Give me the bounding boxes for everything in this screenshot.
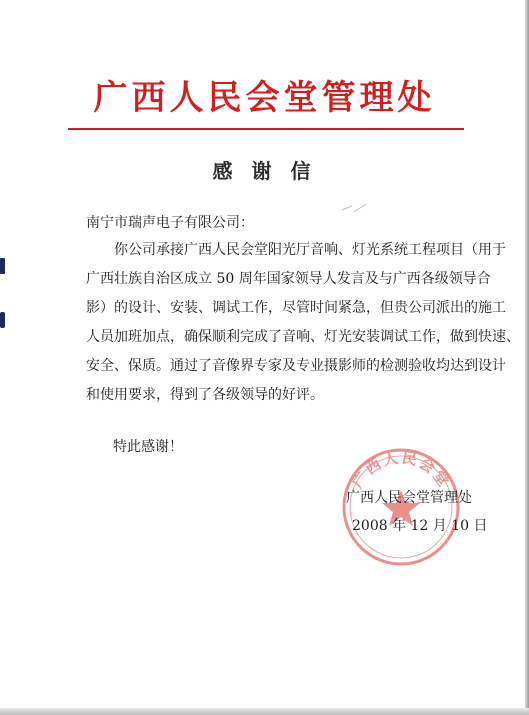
- letter-body: [86, 236, 520, 410]
- body-line: 和使用要求，得到了各级领导的好评。: [86, 387, 324, 403]
- body-line: 安全、保质。通过了音像界专家及专业摄影师的检测验收均达到设计: [86, 358, 506, 374]
- letter-title: 感 谢 信: [212, 159, 317, 183]
- body-line: 人员加班加点，确保顺利完成了音响、灯光安装调试工作，做到快速、: [86, 329, 520, 345]
- body-line: 广西壮族自治区成立 50 周年国家领导人发言及与广西各级领导合: [86, 271, 491, 287]
- signature-org: 广西人民会堂管理处: [346, 490, 472, 506]
- seal-text: 广西人民会堂: [348, 448, 454, 492]
- body-line: 影）的设计、安装、调试工作，尽管时间紧急，但贵公司派出的施工: [86, 300, 506, 316]
- body-line: 你公司承接广西人民会堂阳光厅音响、灯光系统工程项目（用于: [114, 242, 506, 258]
- organization-header: 广西人民会堂管理处: [93, 78, 436, 118]
- closing-remark: 特此感谢！: [113, 439, 183, 455]
- scan-smudge: [0, 258, 5, 274]
- pen-mark: [340, 200, 370, 216]
- scan-smudge: [0, 312, 5, 328]
- header-divider: [68, 128, 464, 130]
- salutation: 南宁市瑞声电子有限公司：: [86, 215, 254, 231]
- official-seal: [340, 446, 462, 568]
- scan-edge-bottom: [0, 708, 529, 715]
- signature-date: 2008 年 12 月 10 日: [352, 518, 488, 534]
